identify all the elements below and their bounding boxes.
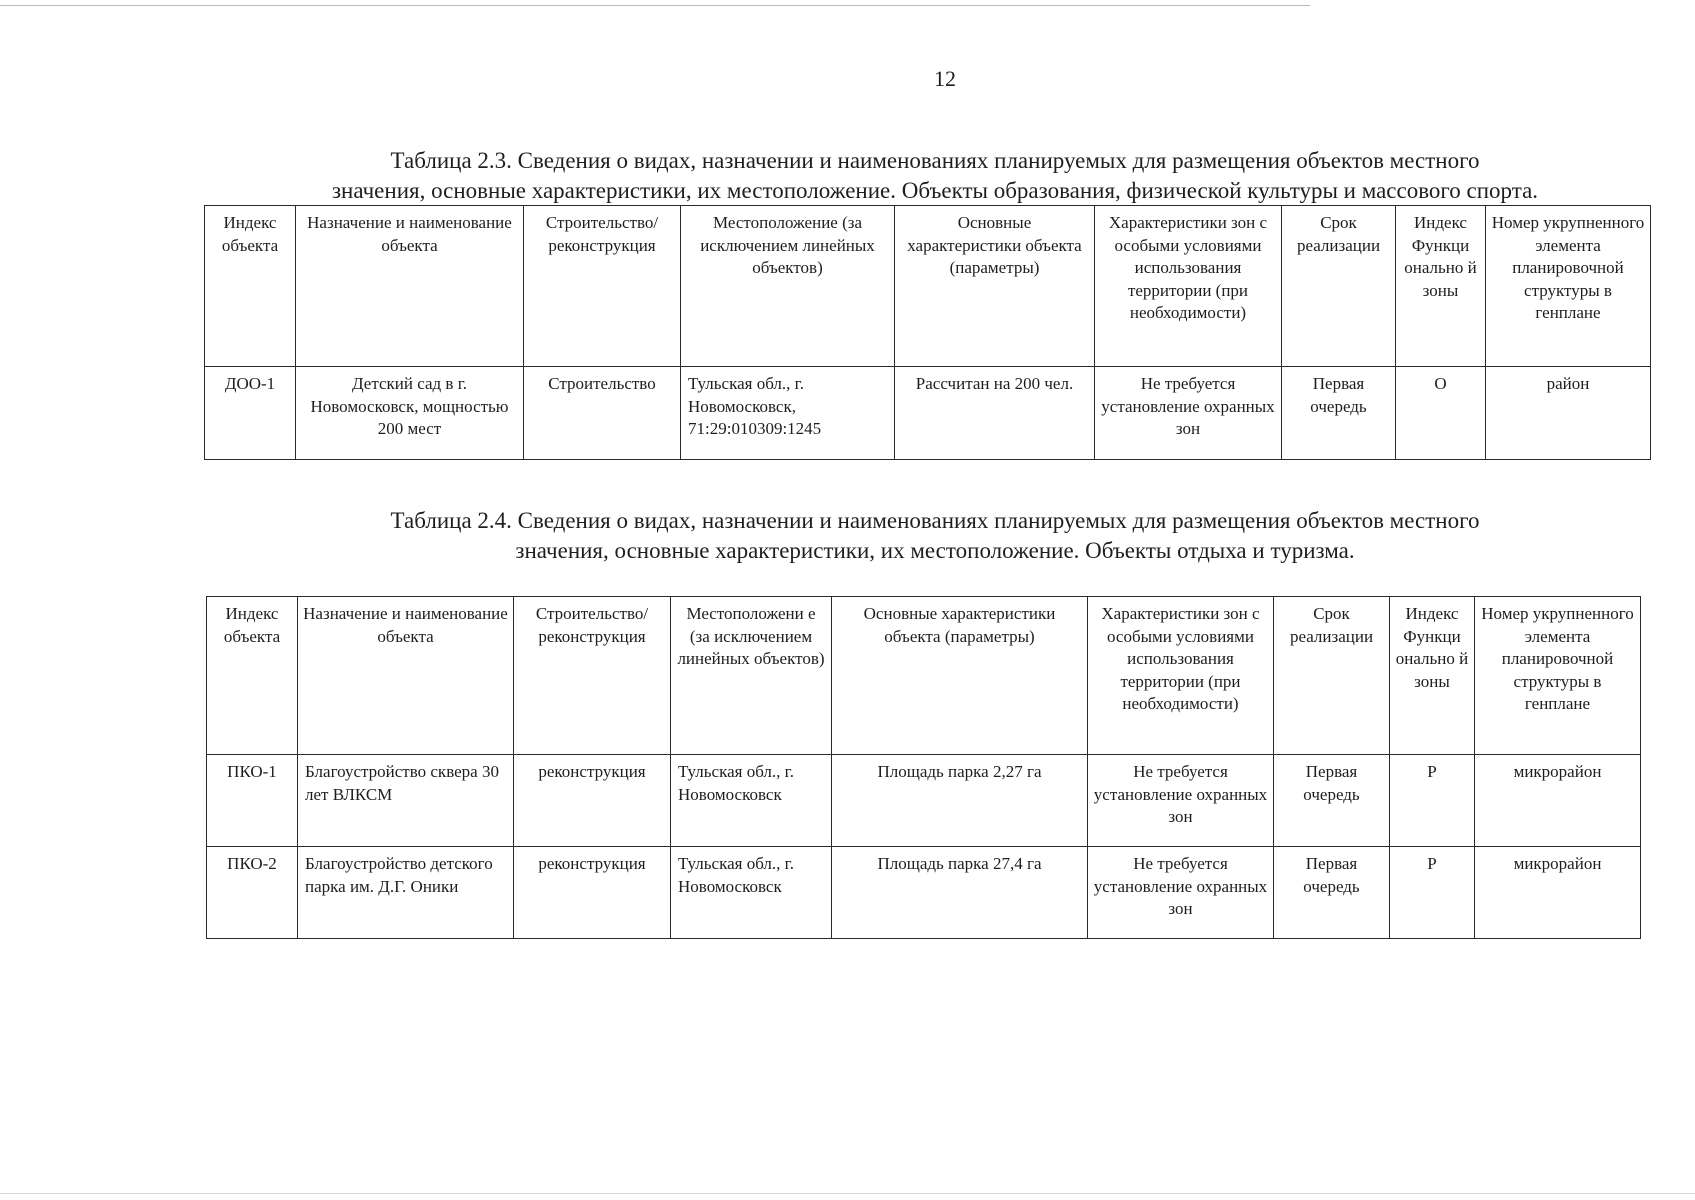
cell-zone-index: Р (1390, 755, 1475, 847)
cell-name: Благоустройство детского парка им. Д.Г. Оники (298, 847, 514, 939)
header-cell: Номер укрупненного элемента планировочной структуры в генплане (1486, 206, 1651, 367)
cell-term: Первая очередь (1282, 367, 1396, 460)
cell-name: Детский сад в г. Новомосковск, мощностью 200 мест (296, 367, 524, 460)
cell-parameters: Рассчитан на 200 чел. (895, 367, 1095, 460)
cell-structure-element: микрорайон (1475, 755, 1641, 847)
table-row (205, 367, 1651, 460)
table-row (207, 847, 1641, 939)
table-header-row (207, 597, 1641, 755)
cell-parameters: Площадь парка 27,4 га (832, 847, 1088, 939)
header-cell: Основные характеристики объекта (параметры) (895, 206, 1095, 367)
header-cell: Характеристики зон с особыми условиями использования территории (при необходимости) (1095, 206, 1282, 367)
header-cell: Строительство/ реконструкция (524, 206, 681, 367)
header-cell: Индекс объекта (207, 597, 298, 755)
table-2-3 (204, 205, 1651, 460)
header-cell: Индекс Функци онально й зоны (1396, 206, 1486, 367)
caption-line: значения, основные характеристики, их местоположение. Объекты отдыха и туризма. (515, 538, 1355, 563)
page-number: 12 (934, 66, 956, 91)
cell-location: Тульская обл., г. Новомосковск (671, 847, 832, 939)
cell-zone-characteristics: Не требуется установление охранных зон (1088, 847, 1274, 939)
header-cell: Строительство/ реконструкция (514, 597, 671, 755)
cell-structure-element: район (1486, 367, 1651, 460)
cell-parameters: Площадь парка 2,27 га (832, 755, 1088, 847)
table-2-4-caption (205, 506, 1665, 566)
cell-index: ПКО-2 (207, 847, 298, 939)
header-cell: Назначение и наименование объекта (296, 206, 524, 367)
table-2-3-caption (205, 146, 1665, 206)
cell-term: Первая очередь (1274, 847, 1390, 939)
cell-zone-index: О (1396, 367, 1486, 460)
cell-term: Первая очередь (1274, 755, 1390, 847)
header-cell: Индекс Функци онально й зоны (1390, 597, 1475, 755)
header-cell: Срок реализации (1274, 597, 1390, 755)
caption-line: Таблица 2.3. Сведения о видах, назначении и наименованиях планируемых для размещения объектов местного (390, 148, 1480, 173)
header-cell: Характеристики зон с особыми условиями использования территории (при необходимости) (1088, 597, 1274, 755)
caption-line: Таблица 2.4. Сведения о видах, назначении и наименованиях планируемых для размещения объектов местного (390, 508, 1480, 533)
header-cell: Номер укрупненного элемента планировочной структуры в генплане (1475, 597, 1641, 755)
caption-line: значения, основные характеристики, их местоположение. Объекты образования, физической культуры и массового спорта. (331, 178, 1539, 203)
header-cell: Основные характеристики объекта (параметры) (832, 597, 1088, 755)
table-header-row (205, 206, 1651, 367)
header-cell: Назначение и наименование объекта (298, 597, 514, 755)
cell-construction: реконструкция (514, 847, 671, 939)
cell-zone-characteristics: Не требуется установление охранных зон (1095, 367, 1282, 460)
cell-index: ДОО-1 (205, 367, 296, 460)
header-cell: Индекс объекта (205, 206, 296, 367)
table-2-4 (206, 596, 1641, 939)
cell-zone-index: Р (1390, 847, 1475, 939)
cell-construction: реконструкция (514, 755, 671, 847)
header-cell: Срок реализации (1282, 206, 1396, 367)
cell-construction: Строительство (524, 367, 681, 460)
cell-zone-characteristics: Не требуется установление охранных зон (1088, 755, 1274, 847)
cell-index: ПКО-1 (207, 755, 298, 847)
scan-edge-bottom (0, 1193, 1695, 1194)
table-row (207, 755, 1641, 847)
scan-edge-top (0, 5, 1310, 6)
cell-structure-element: микрорайон (1475, 847, 1641, 939)
header-cell: Местоположени е (за исключением линейных объектов) (671, 597, 832, 755)
cell-location: Тульская обл., г. Новомосковск, 71:29:010309:1245 (681, 367, 895, 460)
header-cell: Местоположение (за исключением линейных объектов) (681, 206, 895, 367)
cell-name: Благоустройство сквера 30 лет ВЛКСМ (298, 755, 514, 847)
cell-location: Тульская обл., г. Новомосковск (671, 755, 832, 847)
